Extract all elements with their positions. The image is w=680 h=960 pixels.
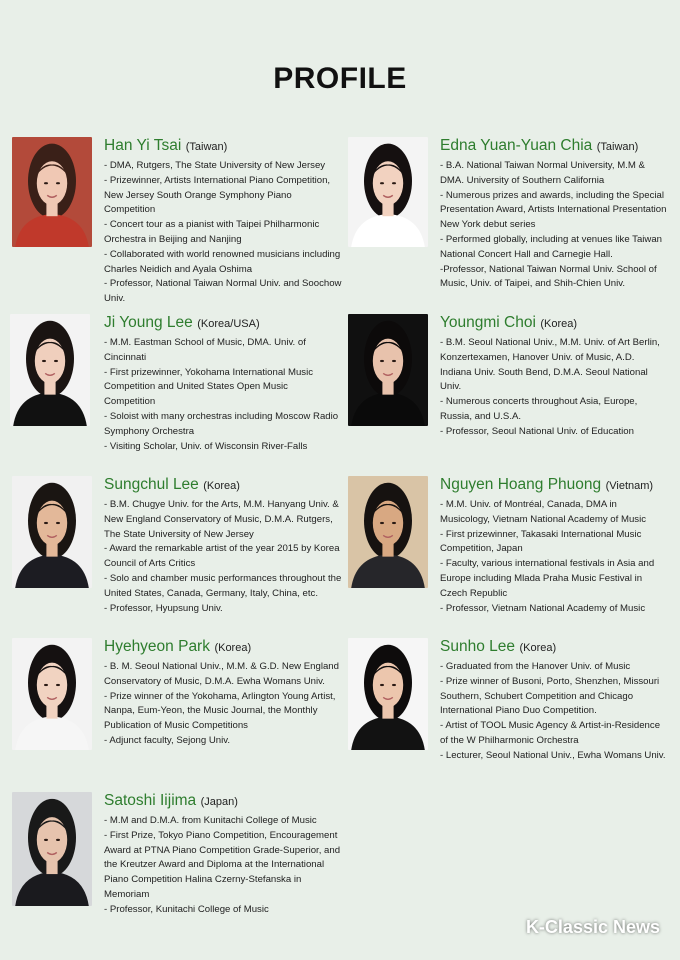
profile-description <box>104 498 344 616</box>
profile-description <box>440 498 668 616</box>
profile-bio-line: -Professor, National Taiwan Normal Univ. School of Music, Univ. of Taipei, and Shih-Chien Univ. <box>440 263 657 290</box>
profile-heading <box>440 314 668 333</box>
profile-bio-line: - B.M. Seoul National Univ., M.M. Univ. of Art Berlin, Konzertexamen, Hanover Univ. of Music, A.D. Indiana Univ. South Bend, D.M.A. Seoul National Univ. <box>440 337 660 393</box>
profile-bio-line: - Professor, Seoul National Univ. of Education <box>440 425 634 437</box>
profile-bio-line: - M.M and D.M.A. from Kunitachi College of Music <box>104 815 317 826</box>
profile-bio-line: - Prize winner of the Yokohama, Arlington Young Artist, Nanpa, Eum-Yeon, the Music Journal, the Monthly Publication of Music Competitions <box>104 690 336 732</box>
profile-bio-line: - Faculty, various international festivals in Asia and Europe including Mlada Praha Music Festival in Czech Republic <box>440 558 655 599</box>
profile-bio-line: - First prizewinner, Takasaki International Music Competition, Japan <box>440 528 642 555</box>
watermark-logo: K-Classic News <box>525 917 660 937</box>
profile-country: (Korea) <box>519 642 557 654</box>
profile-name: Nguyen Hoang Phuong <box>440 476 602 493</box>
profile-bio-line: - Award the remarkable artist of the year 2015 by Korea Council of Arts Critics <box>104 543 340 570</box>
profile-description <box>104 660 340 749</box>
portrait-photo <box>348 476 428 588</box>
profile-bio-line: - First Prize, Tokyo Piano Competition, Encouragement Award at PTNA Piano Competition Grade-Superior, and the Kreutzer Award and Diploma at the International Piano Competition Halina Czerny-Stefanska in Memoriam <box>104 829 341 900</box>
profile-info <box>440 137 668 292</box>
profile-info <box>104 638 340 749</box>
profile-name: Edna Yuan-Yuan Chia <box>440 137 593 154</box>
profile-country: (Taiwan) <box>185 141 228 153</box>
profile-description <box>104 814 344 918</box>
profile-bio-line: - Professor, Hyupsung Univ. <box>104 602 223 614</box>
profile-heading <box>104 314 340 333</box>
profile-name: Youngmi Choi <box>440 314 536 331</box>
profile-name: Han Yi Tsai <box>104 137 182 154</box>
profile-bio-line: - M.M. Eastman School of Music, DMA. Univ. of Cincinnati <box>104 337 306 363</box>
profile-name: Satoshi Iijima <box>104 792 197 809</box>
profile-description <box>440 159 668 292</box>
profile-bio-line: - Lecturer, Seoul National Univ., Ewha Womans Univ. <box>440 749 666 761</box>
profile-bio-line: - Visiting Scholar, Univ. of Wisconsin River-Falls <box>104 440 308 452</box>
profile-info <box>440 314 668 440</box>
profile-name: Ji Young Lee <box>104 314 193 331</box>
profile-heading <box>104 792 344 811</box>
profile-country: (Taiwan) <box>596 141 639 153</box>
profile-bio-line: - Prize winner of Busoni, Porto, Shenzhen, Missouri Southern, Schubert Competition and Chicago International Piano Duo Competition. <box>440 675 660 717</box>
profile-info <box>440 638 668 764</box>
profile-description <box>440 336 668 440</box>
profile-description <box>104 336 340 454</box>
profile-name: Hyehyeon Park <box>104 638 210 655</box>
portrait-photo <box>12 137 92 247</box>
profile-info <box>104 137 344 307</box>
profile-info <box>440 476 668 616</box>
profile-heading <box>440 137 668 156</box>
profile-country: (Vietnam) <box>605 480 654 492</box>
profile-bio-line: - Adjunct faculty, Sejong Univ. <box>104 734 231 746</box>
profile-country: (Korea) <box>214 642 252 654</box>
profile-heading <box>440 476 668 495</box>
portrait-photo <box>348 638 428 750</box>
profile-heading <box>104 137 344 156</box>
profile-description <box>104 159 344 307</box>
profile-heading <box>104 476 344 495</box>
portrait-photo <box>348 314 428 426</box>
profile-heading <box>440 638 668 657</box>
profile-info <box>104 476 344 616</box>
profile-bio-line: - Prizewinner, Artists International Piano Competition, New Jersey South Orange Symphony Piano Competition <box>104 174 331 216</box>
profile-bio-line: - M.M. Univ. of Montréal, Canada, DMA in Musicology, Vietnam National Academy of Music <box>440 499 647 525</box>
profile-bio-line: - Artist of TOOL Music Agency & Artist-in-Residence of the W Philharmonic Orchestra <box>440 720 661 746</box>
profile-info <box>104 314 340 454</box>
profile-country: (Korea) <box>203 480 240 492</box>
profile-country: (Japan) <box>200 796 238 808</box>
profile-heading <box>104 638 340 657</box>
profile-country: (Korea) <box>540 318 578 330</box>
profile-bio-line: - Graduated from the Hanover Univ. of Music <box>440 661 631 672</box>
profile-bio-line: - B.A. National Taiwan Normal University, M.M & DMA. University of Southern California <box>440 160 645 186</box>
profile-country: (Korea/USA) <box>197 318 260 330</box>
profile-bio-line: - B. M. Seoul National Univ., M.M. & G.D. New England Conservatory of Music, D.M.A. Ewha Womans Univ. <box>104 661 339 687</box>
profile-bio-line: - Soloist with many orchestras including Moscow Radio Symphony Orchestra <box>104 410 339 437</box>
portrait-photo <box>12 476 92 588</box>
profile-bio-line: - Professor, National Taiwan Normal Univ. and Soochow Univ. <box>104 278 342 305</box>
profile-bio-line: - Collaborated with world renowned musicians including Charles Neidich and Ayala Oshima <box>104 248 341 275</box>
profile-bio-line: - Professor, Vietnam National Academy of Music <box>440 602 646 614</box>
profile-description <box>440 660 668 764</box>
profile-name: Sungchul Lee <box>104 476 199 493</box>
profile-bio-line: - DMA, Rutgers, The State University of New Jersey <box>104 160 326 171</box>
portrait-photo <box>12 638 92 750</box>
page-title: PROFILE <box>273 62 407 95</box>
portrait-photo <box>348 137 428 247</box>
profile-bio-line: - Solo and chamber music performances throughout the United States, Canada, Germany, Italy, China, etc. <box>104 572 342 599</box>
profile-bio-line: - Numerous concerts throughout Asia, Europe, Russia, and U.S.A. <box>440 396 638 422</box>
profile-bio-line: - Numerous prizes and awards, including the Special Presentation Award, Artists International Presentation New York debut series <box>440 189 667 231</box>
profile-bio-line: - First prizewinner, Yokohama International Music Competition and United States Open Music Competition <box>104 366 314 408</box>
profile-bio-line: - B.M. Chugye Univ. for the Arts, M.M. Hanyang Univ. & New England Conservatory of Music, D.M.A. Rutgers, The State University of New Jersey <box>104 499 339 540</box>
profile-bio-line: - Professor, Kunitachi College of Music <box>104 903 269 915</box>
portrait-photo <box>12 792 92 906</box>
portrait-photo <box>10 314 90 426</box>
profile-bio-line: - Concert tour as a pianist with Taipei Philharmonic Orchestra in Beijing and Nanjing <box>104 219 320 245</box>
profile-bio-line: - Performed globally, including at venues like Taiwan National Concert Hall and Carnegie Hall. <box>440 233 663 260</box>
profile-info <box>104 792 344 918</box>
profile-name: Sunho Lee <box>440 638 515 655</box>
